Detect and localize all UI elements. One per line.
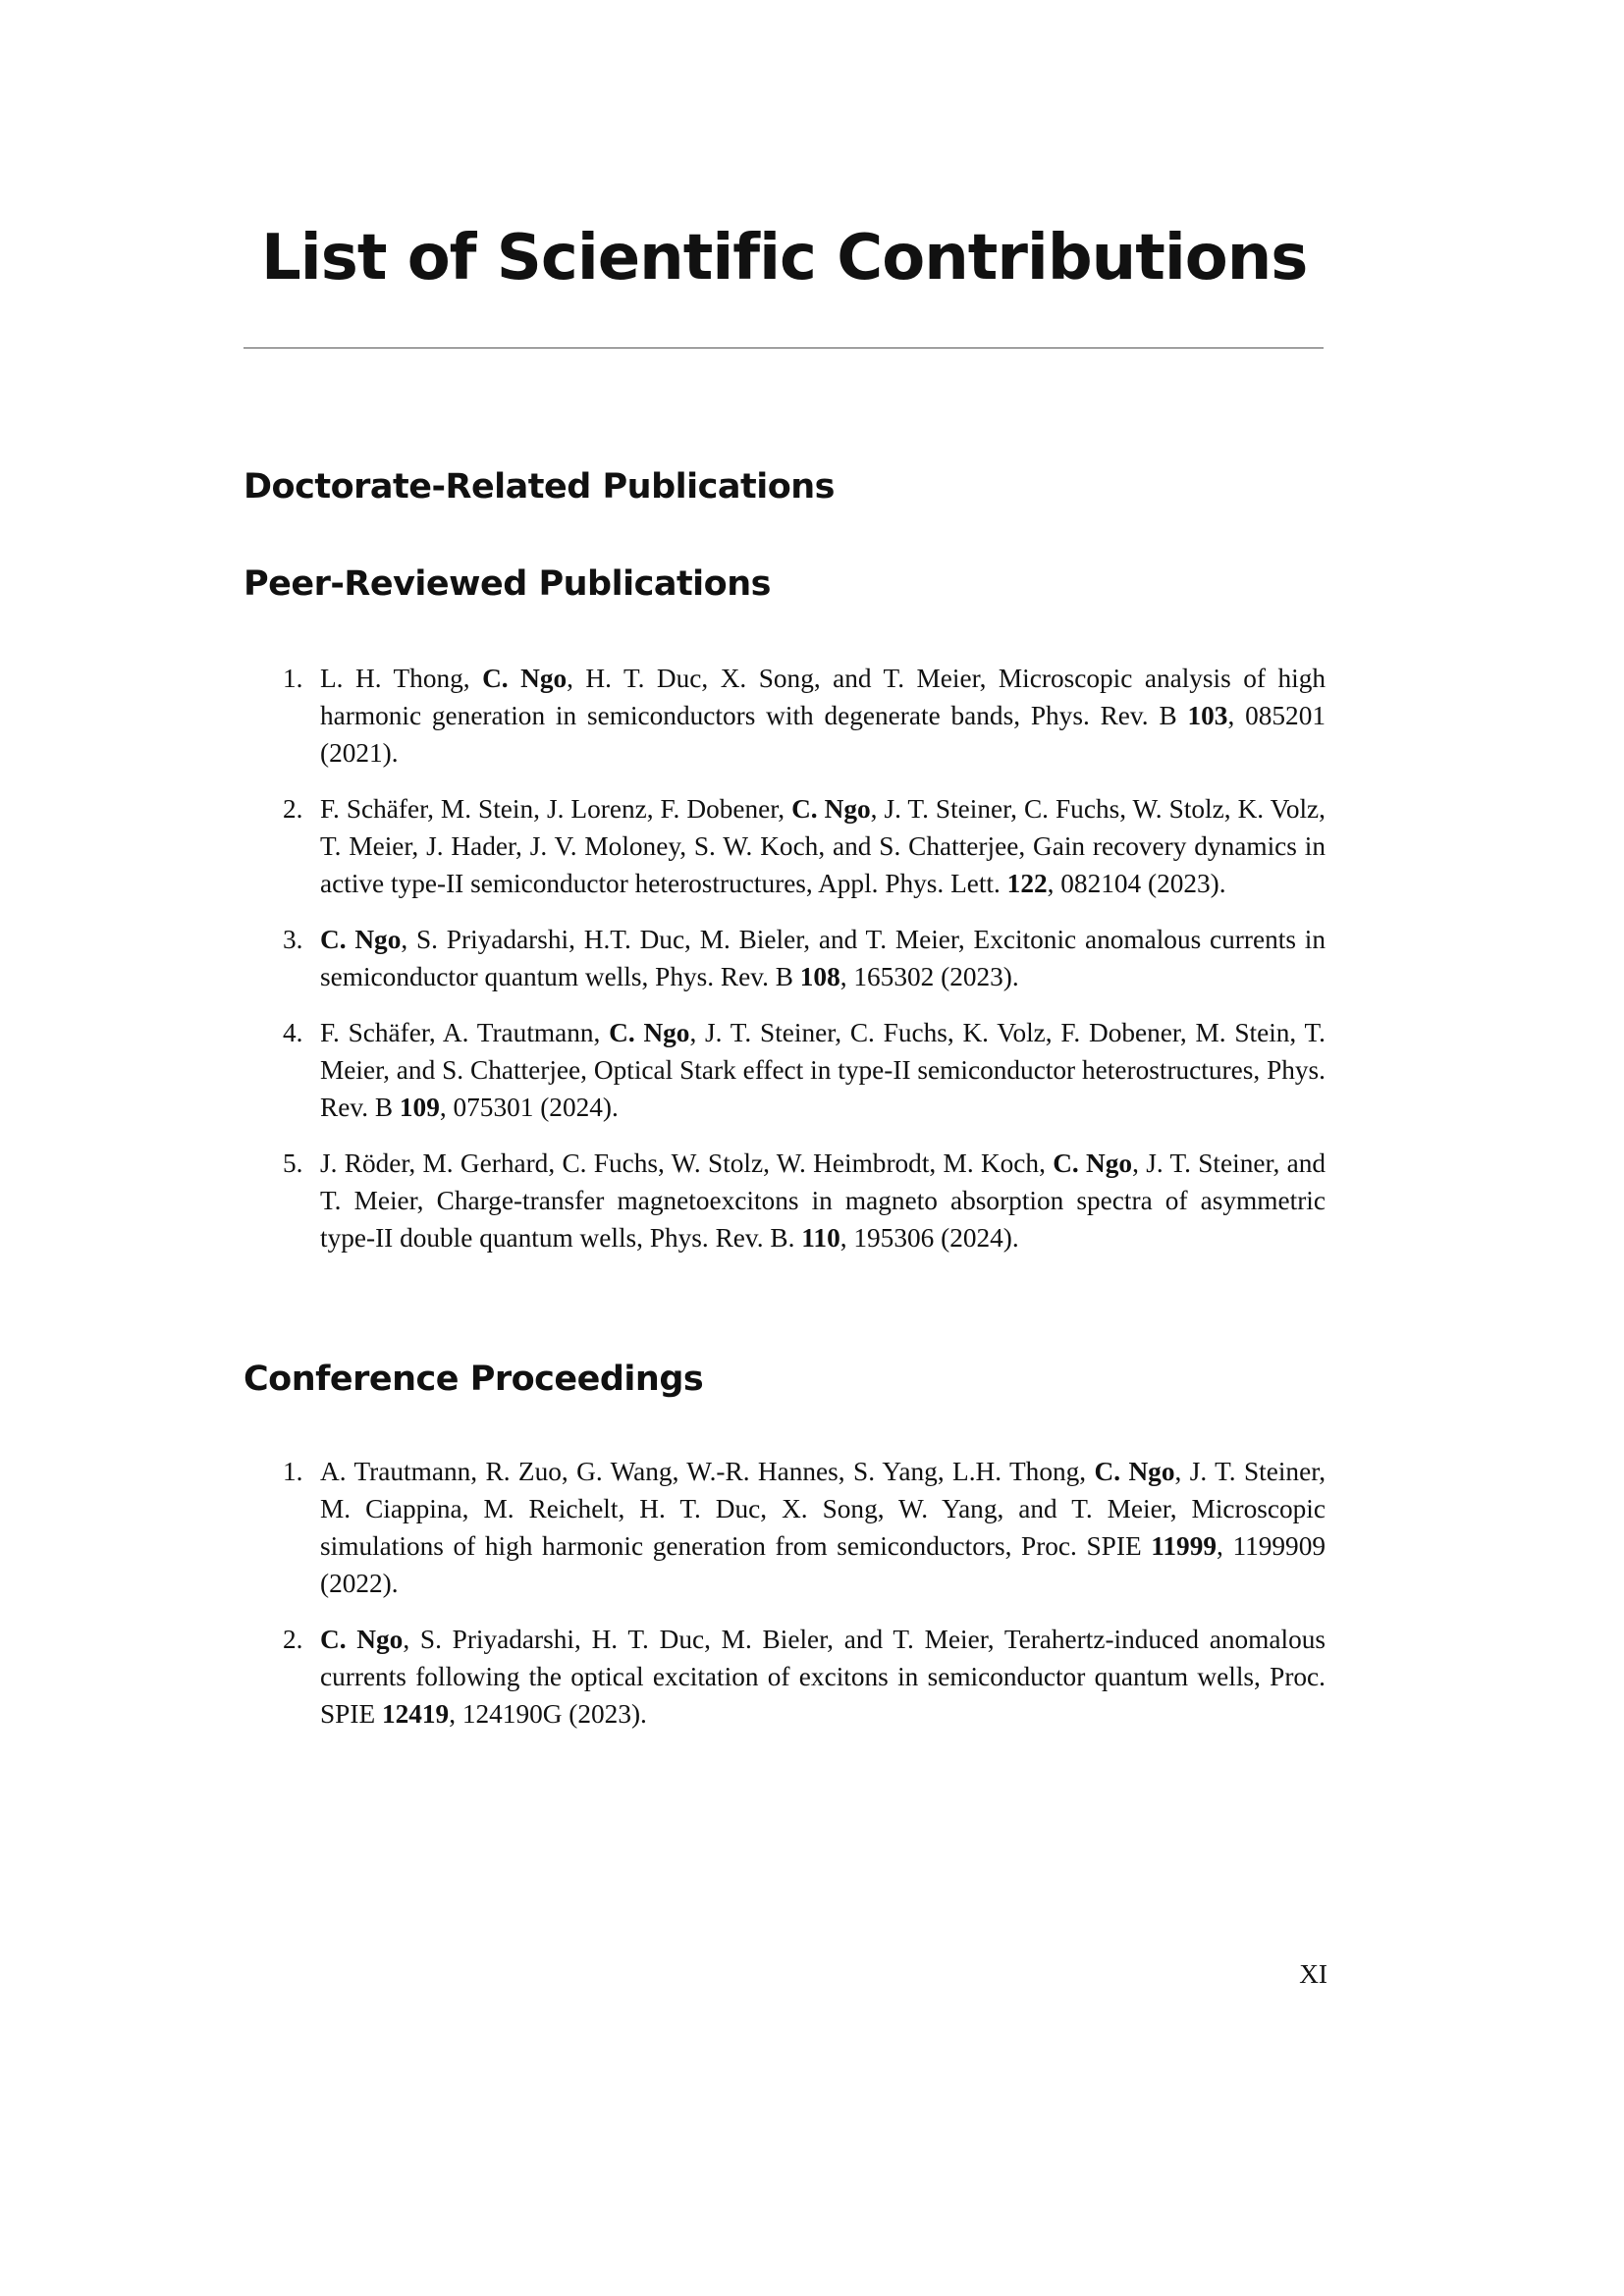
entry-citation: , 195306 (2024). xyxy=(839,1223,1019,1253)
publication-entry xyxy=(244,1145,1326,1256)
journal-volume: 12419 xyxy=(381,1699,450,1729)
highlighted-author: C. Ngo xyxy=(482,664,568,693)
peer-reviewed-list xyxy=(244,660,1326,1275)
entry-citation: , 124190G (2023). xyxy=(449,1699,647,1729)
entry-authors-before: J. Röder, M. Gerhard, C. Fuchs, W. Stolz, W. Heimbrodt, M. Koch, xyxy=(320,1148,1054,1178)
highlighted-author: C. Ngo xyxy=(320,1625,404,1654)
highlighted-author: C. Ngo xyxy=(320,925,402,954)
publication-entry xyxy=(244,921,1326,995)
entry-number: 1. xyxy=(283,1457,303,1486)
entry-citation: , 1199909 (2022). xyxy=(320,1531,1326,1598)
highlighted-author: C. Ngo xyxy=(1094,1457,1175,1486)
journal-volume: 110 xyxy=(801,1223,840,1253)
page-title: List of Scientific Contributions xyxy=(261,222,1308,294)
highlighted-author: C. Ngo xyxy=(609,1018,690,1047)
conference-proceedings-list xyxy=(244,1453,1326,1751)
entry-citation: , 075301 (2024). xyxy=(439,1093,619,1122)
entry-citation: , 085201 (2021). xyxy=(320,701,1326,768)
entry-citation: , 165302 (2023). xyxy=(839,962,1019,991)
peer-reviewed-heading: Peer-Reviewed Publications xyxy=(244,564,771,604)
journal-volume: 108 xyxy=(799,962,840,991)
entry-authors-before: F. Schäfer, M. Stein, J. Lorenz, F. Dobener, xyxy=(320,794,792,824)
entry-text: , J. T. Steiner, C. Fuchs, W. Stolz, K. Volz, T. Meier, J. Hader, J. V. Moloney, S. W. Koch, and S. Chatterjee, Gain recovery dynamics in active type-II semiconductor heterostructures, Appl. Phys. Lett. xyxy=(320,794,1326,898)
entry-citation: , 082104 (2023). xyxy=(1047,869,1226,898)
entry-authors-before: A. Trautmann, R. Zuo, G. Wang, W.-R. Hannes, S. Yang, L.H. Thong, xyxy=(320,1457,1095,1486)
page-number: XI xyxy=(1299,1959,1327,1989)
publication-entry xyxy=(244,660,1326,772)
entry-text: , J. T. Steiner, and T. Meier, Charge-transfer magnetoexcitons in magneto absorption spectra of asymmetric type-II double quantum wells, Phys. Rev. B. xyxy=(320,1148,1326,1253)
entry-text: , S. Priyadarshi, H.T. Duc, M. Bieler, and T. Meier, Excitonic anomalous currents in semiconductor quantum wells, Phys. Rev. B xyxy=(320,925,1326,991)
conference-proceedings-heading: Conference Proceedings xyxy=(244,1360,704,1399)
publication-entry xyxy=(244,1014,1326,1126)
entry-authors-before: F. Schäfer, A. Trautmann, xyxy=(320,1018,610,1047)
publication-entry xyxy=(244,790,1326,902)
highlighted-author: C. Ngo xyxy=(1053,1148,1133,1178)
journal-volume: 11999 xyxy=(1151,1531,1218,1561)
entry-text: , S. Priyadarshi, H. T. Duc, M. Bieler, and T. Meier, Terahertz-induced anomalous currents following the optical excitation of excitons in semiconductor quantum wells, Proc. SPIE xyxy=(320,1625,1326,1729)
entry-text: , J. T. Steiner, M. Ciappina, M. Reichelt, H. T. Duc, X. Song, W. Yang, and T. Meier, Microscopic simulations of high harmonic generation from semiconductors, Proc. SPIE xyxy=(320,1457,1326,1561)
entry-number: 2. xyxy=(283,794,303,824)
entry-number: 2. xyxy=(283,1625,303,1654)
entry-authors-before: L. H. Thong, xyxy=(320,664,483,693)
highlighted-author: C. Ngo xyxy=(791,794,871,824)
publication-entry xyxy=(244,1621,1326,1733)
journal-volume: 122 xyxy=(1006,869,1048,898)
journal-volume: 109 xyxy=(399,1093,440,1122)
entry-text: , H. T. Duc, X. Song, and T. Meier, Microscopic analysis of high harmonic generation in semiconductors with degenerate bands, Phys. Rev. B xyxy=(320,664,1326,730)
title-divider xyxy=(244,347,1324,348)
entry-number: 5. xyxy=(283,1148,303,1178)
entry-number: 3. xyxy=(283,925,303,954)
publication-entry xyxy=(244,1453,1326,1602)
entry-number: 1. xyxy=(283,664,303,693)
entry-number: 4. xyxy=(283,1018,303,1047)
entry-text: , J. T. Steiner, C. Fuchs, K. Volz, F. Dobener, M. Stein, T. Meier, and S. Chatterjee, Optical Stark effect in type-II semiconductor heterostructures, Phys. Rev. B xyxy=(320,1018,1326,1122)
doctorate-publications-heading: Doctorate-Related Publications xyxy=(244,467,836,507)
journal-volume: 103 xyxy=(1187,701,1228,730)
